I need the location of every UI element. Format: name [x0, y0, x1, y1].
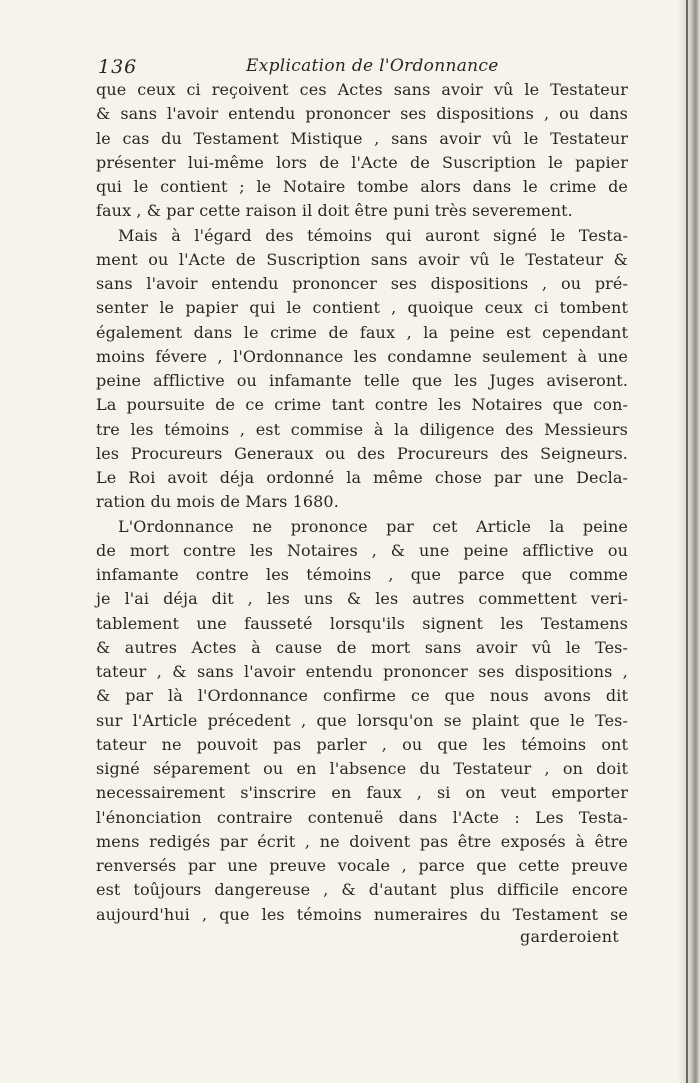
text-line: & par là l'Ordonnance confirme ce que nous avons dit [96, 686, 628, 706]
text-line: & autres Actes à cause de mort sans avoir vû le Tes- [96, 637, 628, 657]
text-line: est toûjours dangereuse , & d'autant plus difficile encore [96, 880, 628, 900]
text-line: Le Roi avoit déja ordonné la même chose par une Decla- [96, 468, 628, 487]
text-line: ment ou l'Acte de Suscription sans avoir vû le Testateur & [96, 249, 628, 269]
text-line: tablement une fausseté lorsqu'ils signent les Testamens [96, 613, 628, 633]
text-line: sur l'Article précedent , que lorsqu'on se plaint que le Tes- [96, 710, 628, 730]
page-edge-shadow [678, 0, 700, 1083]
page-edge-line [686, 0, 688, 1083]
text-line: La poursuite de ce crime tant contre les Notaires que con- [96, 395, 628, 415]
text-line: le cas du Testament Mistique , sans avoir vû le Testateur [96, 128, 628, 148]
text-line: de mort contre les Notaires , & une peine afflictive ou [96, 540, 628, 560]
text-line: peine afflictive ou infamante telle que les Juges aviseront. [96, 371, 628, 390]
text-line: renversés par une preuve vocale , parce que cette preuve [96, 856, 628, 875]
text-line: que ceux ci reçoivent ces Actes sans avoir vû le Testateur [96, 80, 628, 99]
text-line: faux , & par cette raison il doit être puni très severement. [96, 201, 573, 221]
text-line: je l'ai déja dit , les uns & les autres commettent veri- [96, 589, 628, 609]
text-line: signé séparement ou en l'absence du Testateur , on doit [96, 759, 628, 778]
text-line: également dans le crime de faux , la peine est cependant [96, 322, 628, 342]
text-line: necessairement s'inscrire en faux , si on veut emporter [96, 783, 628, 803]
text-line: aujourd'hui , que les témoins numeraires du Testament se [96, 904, 628, 924]
text-line: les Procureurs Generaux ou des Procureurs des Seigneurs. [96, 443, 628, 463]
text-line: qui le contient ; le Notaire tombe alors dans le crime de [96, 177, 628, 196]
text-line: l'énonciation contraire contenuë dans l'Acte : Les Testa- [96, 807, 628, 827]
page-heading: Explication de l'Ordonnance [246, 56, 499, 76]
text-line: présenter lui-même lors de l'Acte de Suscription le papier [96, 152, 628, 172]
paragraph-1 [96, 78, 628, 224]
text-line: moins févere , l'Ordonnance les condamne seulement à une [96, 346, 628, 366]
page-number: 136 [98, 56, 138, 78]
text-line: tateur ne pouvoit pas parler , ou que les témoins ont [96, 734, 628, 754]
catchword: garderoient [520, 927, 620, 946]
paragraph-2 [96, 224, 628, 515]
text-line: infamante contre les témoins , que parce que comme [96, 565, 628, 584]
text-line: Mais à l'égard des témoins qui auront signé le Testa- [118, 225, 628, 245]
text-line: & sans l'avoir entendu prononcer ses dispositions , ou dans [96, 104, 628, 124]
text-line: tateur , & sans l'avoir entendu prononcer ses dispositions , [96, 662, 628, 681]
paragraph-3 [96, 515, 628, 927]
body-text [96, 78, 628, 927]
text-line: senter le papier qui le contient , quoique ceux ci tombent [96, 298, 628, 318]
text-line: sans l'avoir entendu prononcer ses dispositions , ou pré- [96, 274, 628, 293]
text-line: mens redigés par écrit , ne doivent pas être exposés à être [96, 831, 628, 851]
text-line: ration du mois de Mars 1680. [96, 492, 339, 512]
text-line: tre les témoins , est commise à la diligence des Messieurs [96, 419, 628, 439]
text-line: L'Ordonnance ne prononce par cet Article la peine [118, 516, 628, 536]
